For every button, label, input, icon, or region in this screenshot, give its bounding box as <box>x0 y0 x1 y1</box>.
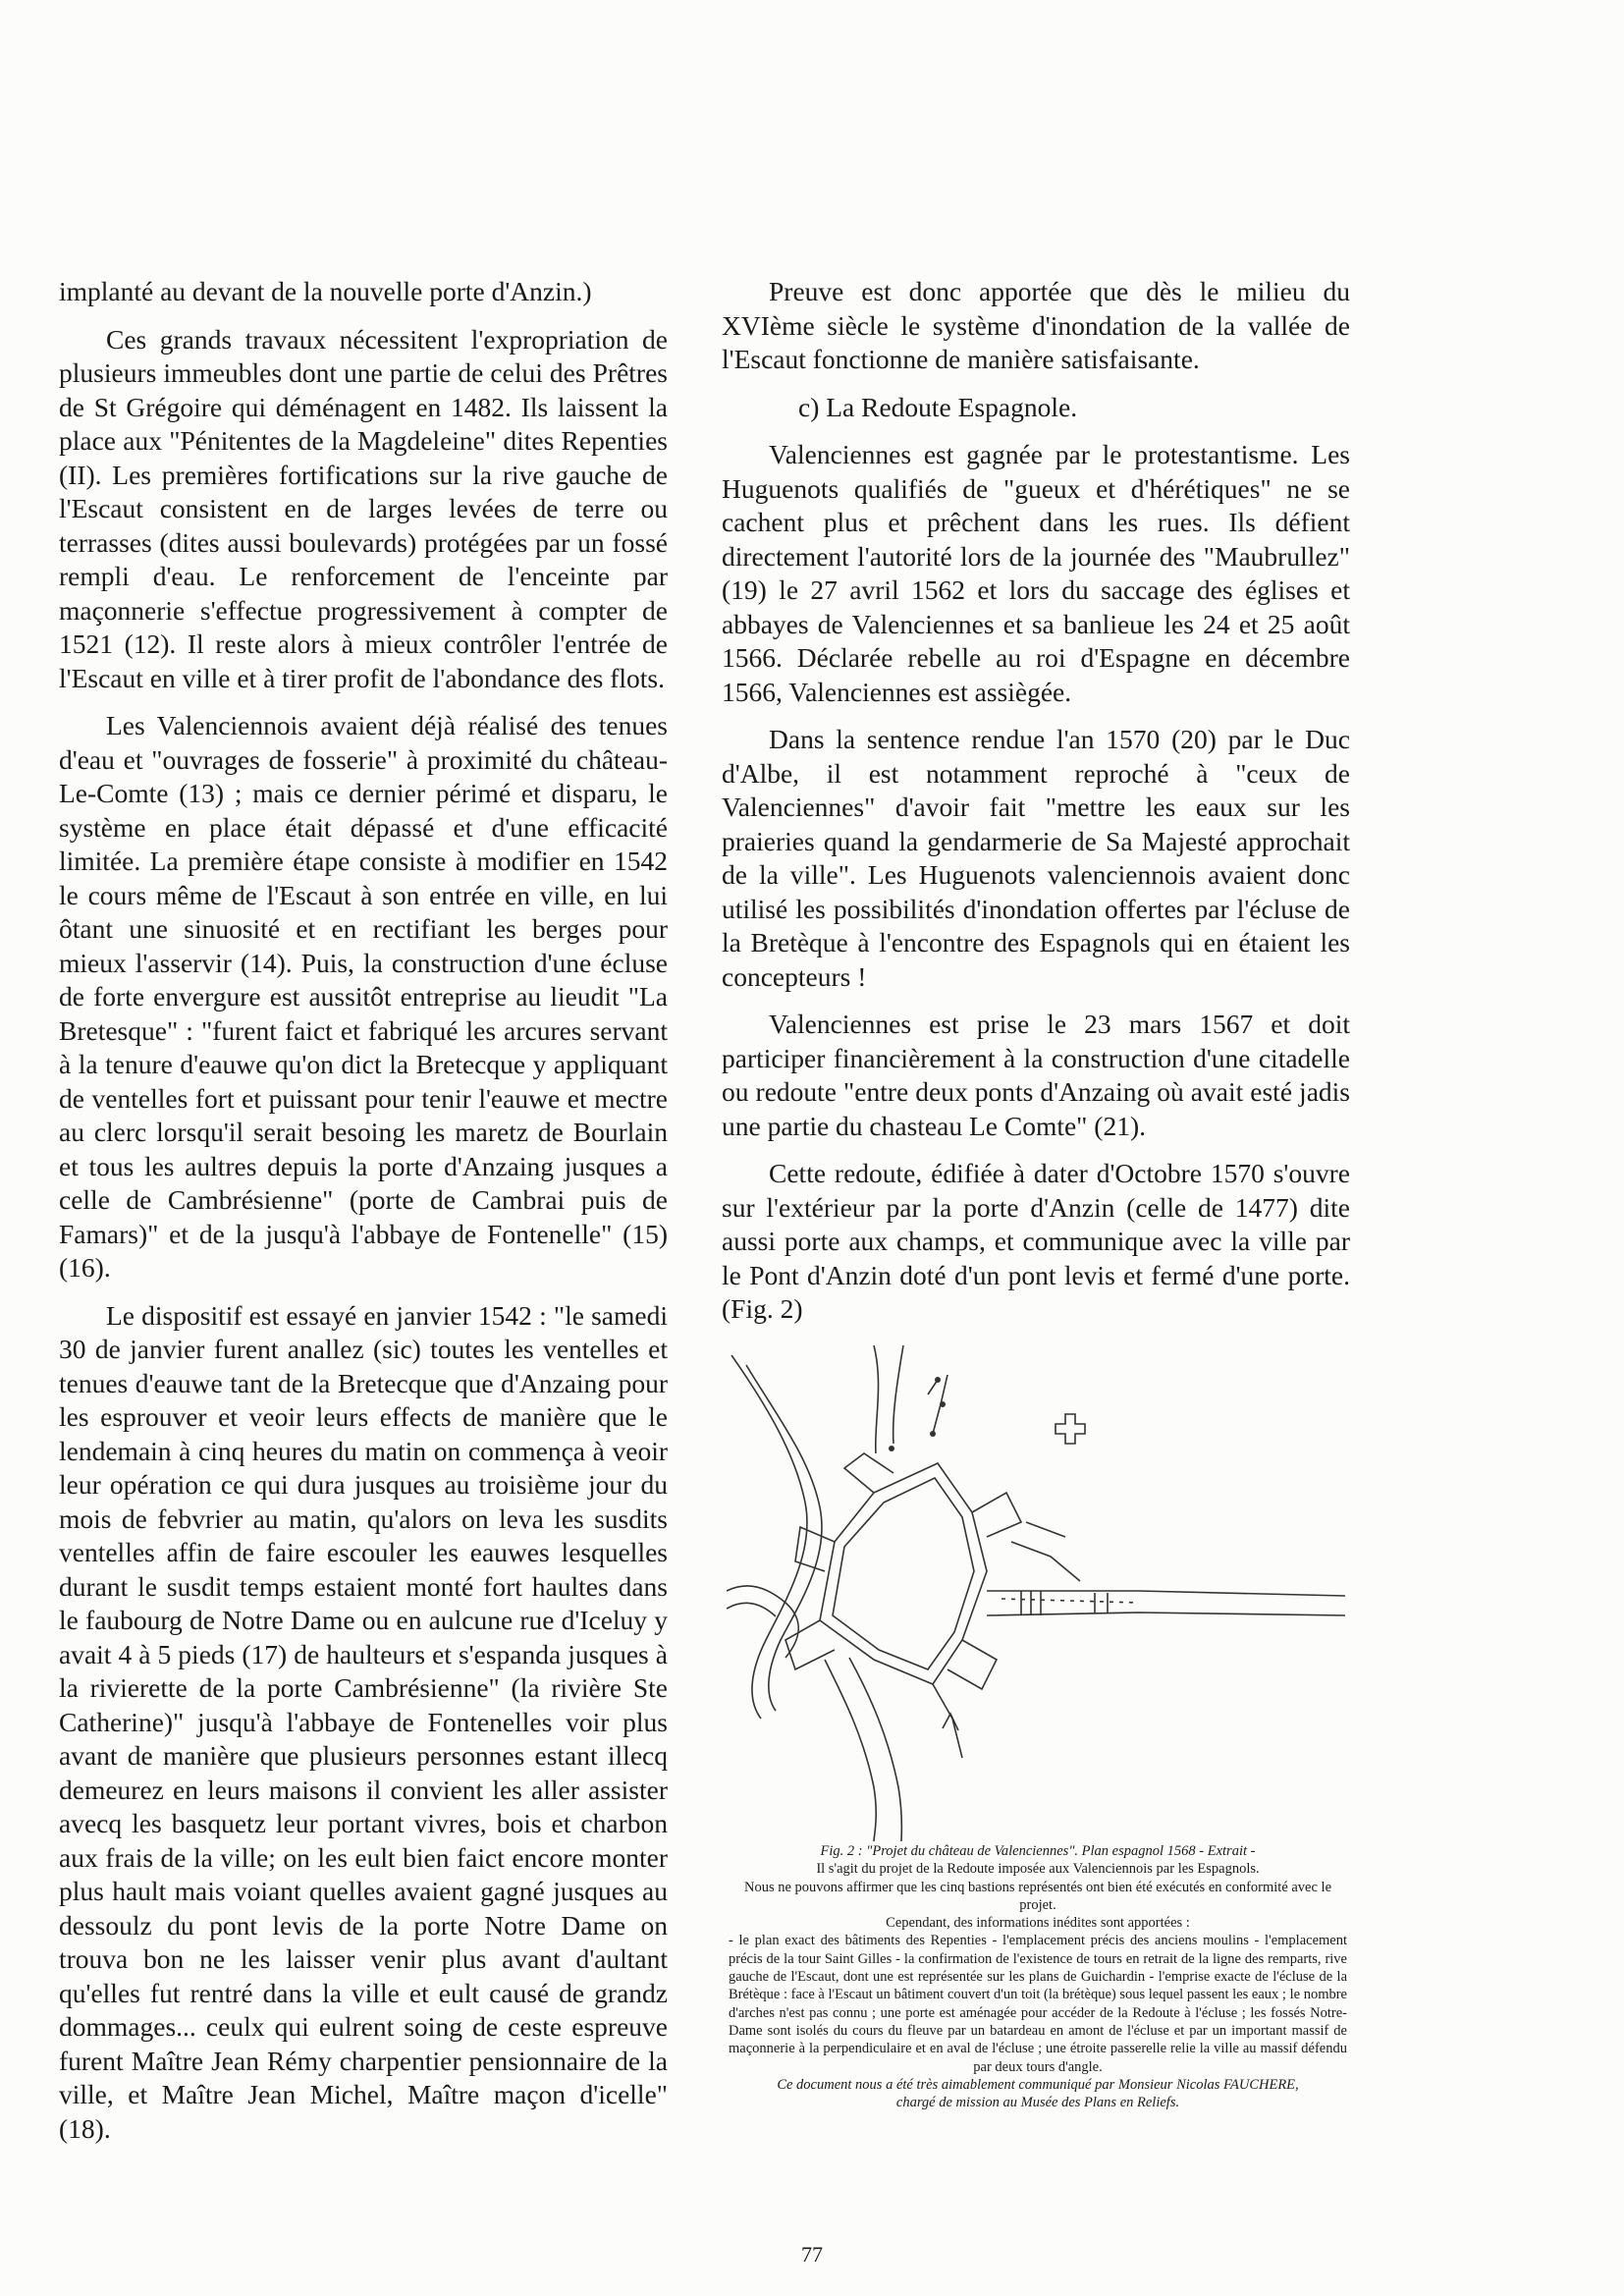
right-text-column <box>722 275 1350 1340</box>
caption-title: Fig. 2 : "Projet du château de Valenciennes". Plan espagnol 1568 - Extrait - <box>820 1843 1256 1859</box>
paragraph: Ces grands travaux nécessitent l'expropriation de plusieurs immeubles dont une partie de celui des Prêtres de St Grégoire qui déménagent en 1482. Ils laissent la place aux "Pénitentes de la Magdeleine" dites Repenties (II). Les premières fortifications sur la rive gauche de l'Escaut consistent en de larges levées de terre ou terrasses (dites aussi boulevards) protégées par un fossé rempli d'eau. Le renforcement de l'enceinte par maçonnerie s'effectue progressivement à compter de 1521 (12). Il reste alors à mieux contrôler l'entrée de l'Escaut en ville et à tirer profit de l'abondance des flots. <box>59 323 668 693</box>
paragraph: Cette redoute, édifiée à dater d'Octobre 1570 s'ouvre sur l'extérieur par la porte d'Anzin (celle de 1477) dite aussi porte aux champs, et communique avec la ville par le Pont d'Anzin doté d'un pont levis et fermé d'une porte. (Fig. 2) <box>722 1158 1350 1324</box>
paragraph: Preuve est donc apportée que dès le milieu du XVIème siècle le système d'inondation de la vallée de l'Escaut fonctionne de manière satisfaisante. <box>722 276 1350 374</box>
figure-caption <box>729 1842 1347 2111</box>
paragraph: Dans la sentence rendue l'an 1570 (20) par le Duc d'Albe, il est notamment reproché à "ceux de Valenciennes" d'avoir fait "mettre les eaux sur les praieries quand la gendarmerie de Sa Majesté approchait de la ville". Les Huguenots valenciennois avaient donc utilisé les possibilités d'inondation offertes par l'écluse de la Bretèque à l'encontre des Espagnols qui en étaient les concepteurs ! <box>722 724 1350 992</box>
paragraph: implanté au devant de la nouvelle porte d'Anzin.) <box>59 276 592 306</box>
caption-line: Cependant, des informations inédites sont apportées : <box>886 1915 1190 1932</box>
section-heading: c) La Redoute Espagnole. <box>798 391 1078 422</box>
paragraph: Les Valenciennois avaient déjà réalisé des tenues d'eau et "ouvrages de fosserie" à proximité du château-Le-Comte (13) ; mais ce dernier périmé et disparu, le système en place était dépassé et d'une efficacité limitée. La première étape consiste à modifier en 1542 le cours même de l'Escaut à son entrée en ville, en lui ôtant une sinuosité et en rectifiant les berges pour mieux l'asservir (14). Puis, la construction d'une écluse de forte envergure est aussitôt entreprise au lieudit "La Bretesque" : "furent faict et fabriqué les arcures servant à la tenure d'eauwe qu'on dict la Bretecque y appliquant de ventelles fort et puissant pour tenir l'eauwe et mectre au clerc lorsqu'il serait besoing les maretz de Bourlain et tous les aultres depuis la porte d'Anzaing jusques a celle de Cambrésienne" (porte de Cambrai puis de Famars)" et de la jusqu'à l'abbaye de Fontenelle" (15) (16). <box>59 710 668 1283</box>
paragraph: Valenciennes est prise le 23 mars 1567 et doit participer financièrement à la construction d'une citadelle ou redoute "entre deux ponts d'Anzaing où avait esté jadis une partie du chasteau Le Comte" (21). <box>722 1009 1350 1141</box>
paragraph: Le dispositif est essayé en janvier 1542 : "le samedi 30 de janvier furent anallez (sic) toutes les ventelles et tenues d'eauwe tant de la Bretecque que d'Anzaing pour les esprouver et veoir leurs effects de manière que le lendemain à cinq heures du matin on commença à veoir leur opération ce qui dura jusques au troisième jour du mois de febvrier au matin, qu'alors on leva les susdits ventelles affin de faire escouler les eauwes lesquelles durant le susdit temps estaient monté fort haultes dans le faubourg de Notre Dame ou en aulcune rue d'Iceluy y avait 4 à 5 pieds (17) de haulteurs et s'espanda jusques à la rivierette de la porte Cambrésienne" (la rivière Ste Catherine)" jusqu'à l'abbaye de Fontenelles voir plus avant de manière que plusieurs personnes estant illecq demeurez en leurs maisons il convient les aller assister avecq les basquetz leur portant vivres, bois et charbon aux frais de la ville; on les eult bien faict encore monter plus hault mais voiant quelles avaient gagné jusques au dessoulz du pont levis de la porte Notre Dame on trouva bon ne les laisser venir plus avant d'aultant qu'elles fut rentré dans la ville et eult causé de grandz dommages... ceulx qui eulrent soing de ceste espreuve furent Maître Jean Rémy charpentier pensionnaire de la ville, et Maître Jean Michel, Maître maçon d'icelle" (18). <box>59 1299 668 2144</box>
caption-line: - le plan exact des bâtiments des Repenties - l'emplacement précis des anciens moulins - l'emplacement précis de la tour Saint Gilles - la confirmation de l'existence de tours en retrait de la ligne des remparts, rive gauche de l'Escaut, dont une est représentée sur les plans de Guichardin - l'emprise exacte de l'écluse de la Brétèque : face à l'Escaut un bâtiment couvert d'un toit (la brétèque) sous lequel passent les eaux ; le nombre d'arches n'est pas connu ; une porte est aménagée pour accéder de la Redoute à l'écluse ; les fossés Notre-Dame sont isolés du cours du fleuve par un batardeau en amont de l'écluse et par un important massif de maçonnerie à la perpendiculaire et en aval de l'écluse ; une étroite passerelle relie la ville au massif défendu par deux tours d'angle. <box>729 1933 1347 2075</box>
caption-line: Il s'agit du projet de la Redoute imposée aux Valenciennois par les Espagnols. <box>816 1861 1260 1878</box>
page-number: 77 <box>801 2242 823 2267</box>
left-text-column <box>59 275 668 2159</box>
fortification-plan-figure <box>727 1345 1345 1841</box>
fortification-plan-drawing <box>727 1345 1345 1841</box>
paragraph: Valenciennes est gagnée par le protestantisme. Les Huguenots qualifiés de "gueux et d'hérétiques" ne se cachent plus et prêchent dans les rues. Ils défient directement l'autorité lors de la journée des "Maubrullez" (19) le 27 avril 1562 et lors du saccage des églises et abbayes de Valenciennes et sa banlieue les 24 et 25 août 1566. Déclarée rebelle au roi d'Espagne en décembre 1566, Valenciennes est assiègée. <box>722 439 1350 707</box>
caption-line: Nous ne pouvons affirmer que les cinq bastions représentés ont bien été exécutés en conformité avec le projet. <box>743 1879 1332 1913</box>
caption-credit: Ce document nous a été très aimablement communiqué par Monsieur Nicolas FAUCHERE, <box>777 2076 1299 2093</box>
caption-credit: chargé de mission au Musée des Plans en Reliefs. <box>895 2095 1180 2111</box>
